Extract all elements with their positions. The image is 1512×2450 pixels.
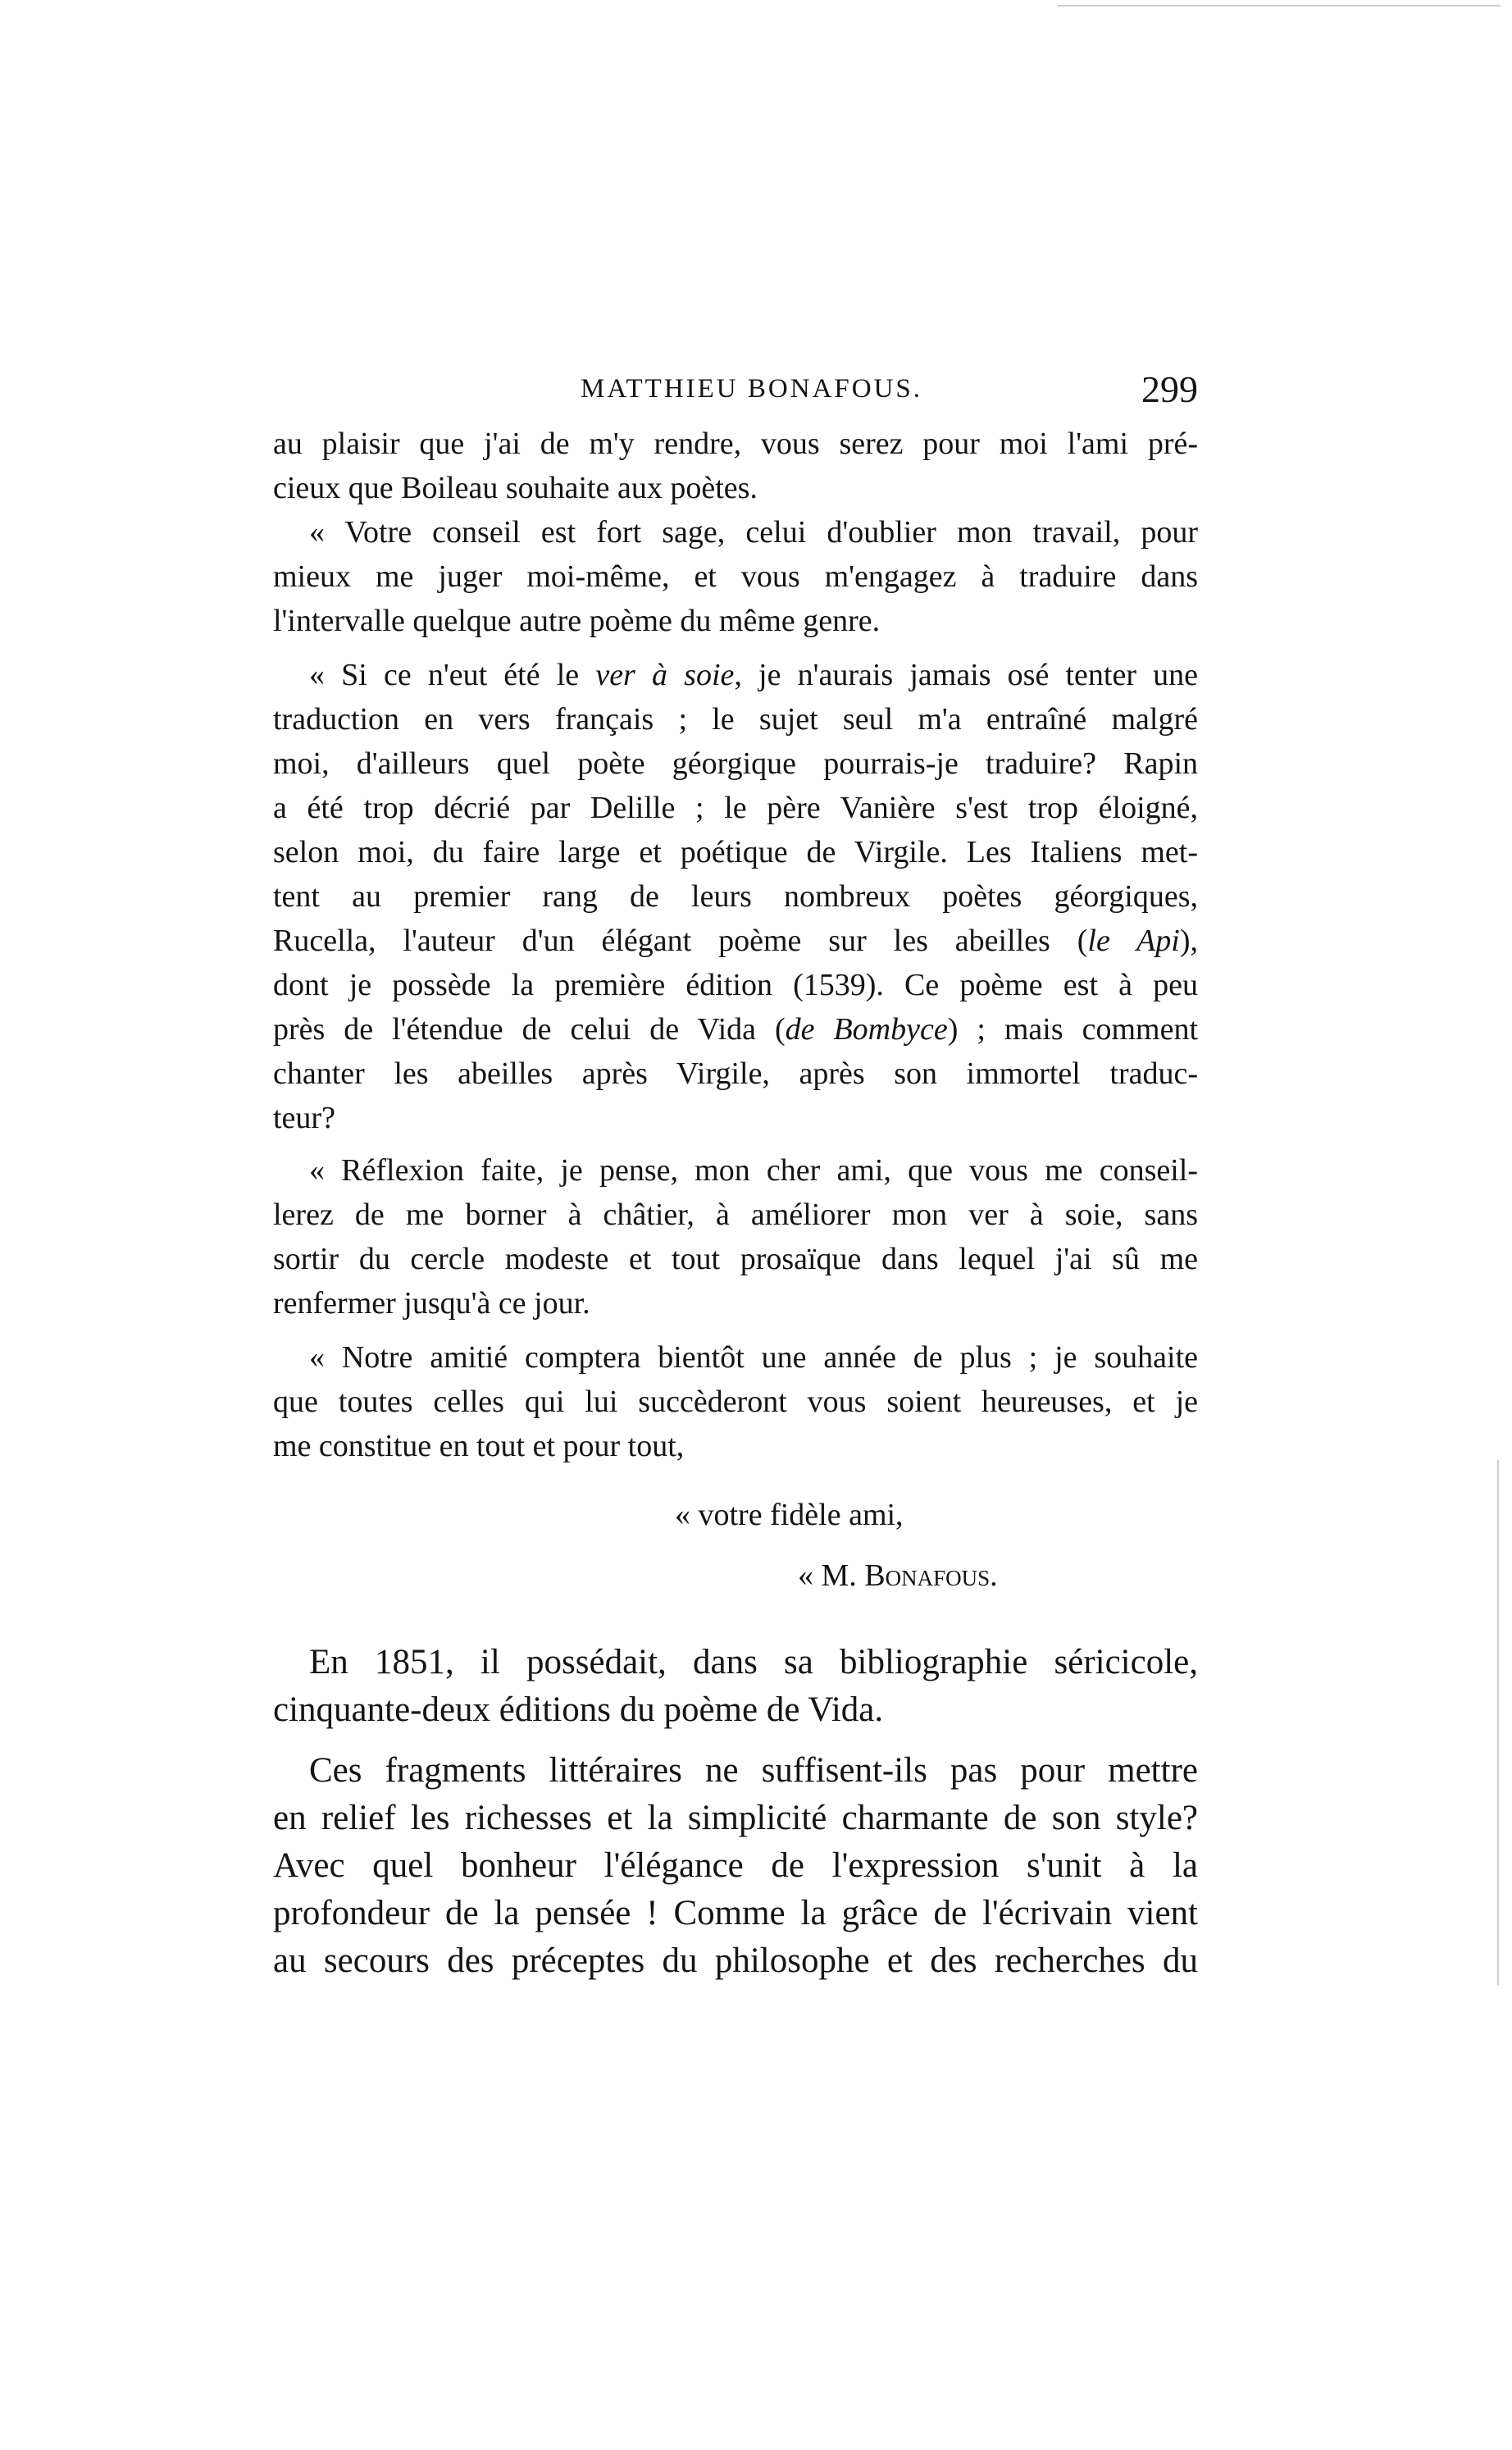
text-line: cinquante-deux éditions du poème de Vida. <box>273 1690 884 1729</box>
text-line: « Si ce n'eut été le ver à soie, je n'aurais jamais osé tenter une <box>309 658 1198 692</box>
running-head <box>273 367 1198 417</box>
scan-edge-artifact <box>1497 1460 1499 1985</box>
page-number: 299 <box>1141 368 1198 410</box>
running-title: MATTHIEU BONAFOUS. <box>581 374 923 404</box>
text-line: Rucella, l'auteur d'un élégant poème sur les abeilles (le Api), <box>273 924 1198 958</box>
text-line: chanter les abeilles après Virgile, après son immortel traduc- <box>273 1056 1198 1091</box>
text-line: près de l'étendue de celui de Vida (de Bombyce) ; mais comment <box>273 1012 1198 1047</box>
text-line: sortir du cercle modeste et tout prosaïque dans lequel j'ai sû me <box>273 1242 1198 1276</box>
signature-name: « M. Bonafous. <box>798 1558 998 1593</box>
text-line: moi, d'ailleurs quel poète géorgique pourrais-je traduire? Rapin <box>273 746 1198 781</box>
text-line: lerez de me borner à châtier, à améliorer mon ver à soie, sans <box>273 1198 1198 1232</box>
text-line: « Réflexion faite, je pense, mon cher ami, que vous me conseil- <box>309 1153 1198 1188</box>
text-line: cieux que Boileau souhaite aux poètes. <box>273 471 758 505</box>
text-line: « Votre conseil est fort sage, celui d'oublier mon travail, pour <box>309 515 1198 550</box>
text-line: l'intervalle quelque autre poème du même genre. <box>273 604 881 638</box>
text-line: a été trop décrié par Delille ; le père Vanière s'est trop éloigné, <box>273 791 1198 825</box>
text-line: au secours des préceptes du philosophe et des recherches du <box>273 1941 1198 1980</box>
text-line: que toutes celles qui lui succèderont vous soient heureuses, et je <box>273 1385 1198 1419</box>
text-line: en relief les richesses et la simplicité charmante de son style? <box>273 1799 1198 1837</box>
text-line: Ces fragments littéraires ne suffisent-ils pas pour mettre <box>309 1751 1198 1790</box>
text-line: Avec quel bonheur l'élégance de l'expression s'unit à la <box>273 1846 1198 1885</box>
text-line: profondeur de la pensée ! Comme la grâce de l'écrivain vient <box>273 1894 1198 1932</box>
text-line: dont je possède la première édition (1539). Ce poème est à peu <box>273 968 1198 1002</box>
text-line: selon moi, du faire large et poétique de Virgile. Les Italiens met- <box>273 835 1198 869</box>
text-line: tent au premier rang de leurs nombreux poètes géorgiques, <box>273 879 1198 914</box>
text-line: traduction en vers français ; le sujet seul m'a entraîné malgré <box>273 702 1198 737</box>
text-line: au plaisir que j'ai de m'y rendre, vous serez pour moi l'ami pré- <box>273 427 1198 461</box>
text-line: « Notre amitié comptera bientôt une année de plus ; je souhaite <box>309 1340 1198 1375</box>
signature-closing: « votre fidèle ami, <box>675 1498 904 1532</box>
text-line: teur? <box>273 1101 335 1135</box>
text-line: En 1851, il possédait, dans sa bibliographie séricicole, <box>309 1643 1198 1681</box>
scan-edge-artifact <box>1058 5 1501 7</box>
text-line: me constitue en tout et pour tout, <box>273 1429 685 1463</box>
text-line: renfermer jusqu'à ce jour. <box>273 1286 590 1321</box>
text-line: mieux me juger moi-même, et vous m'engagez à traduire dans <box>273 559 1198 594</box>
